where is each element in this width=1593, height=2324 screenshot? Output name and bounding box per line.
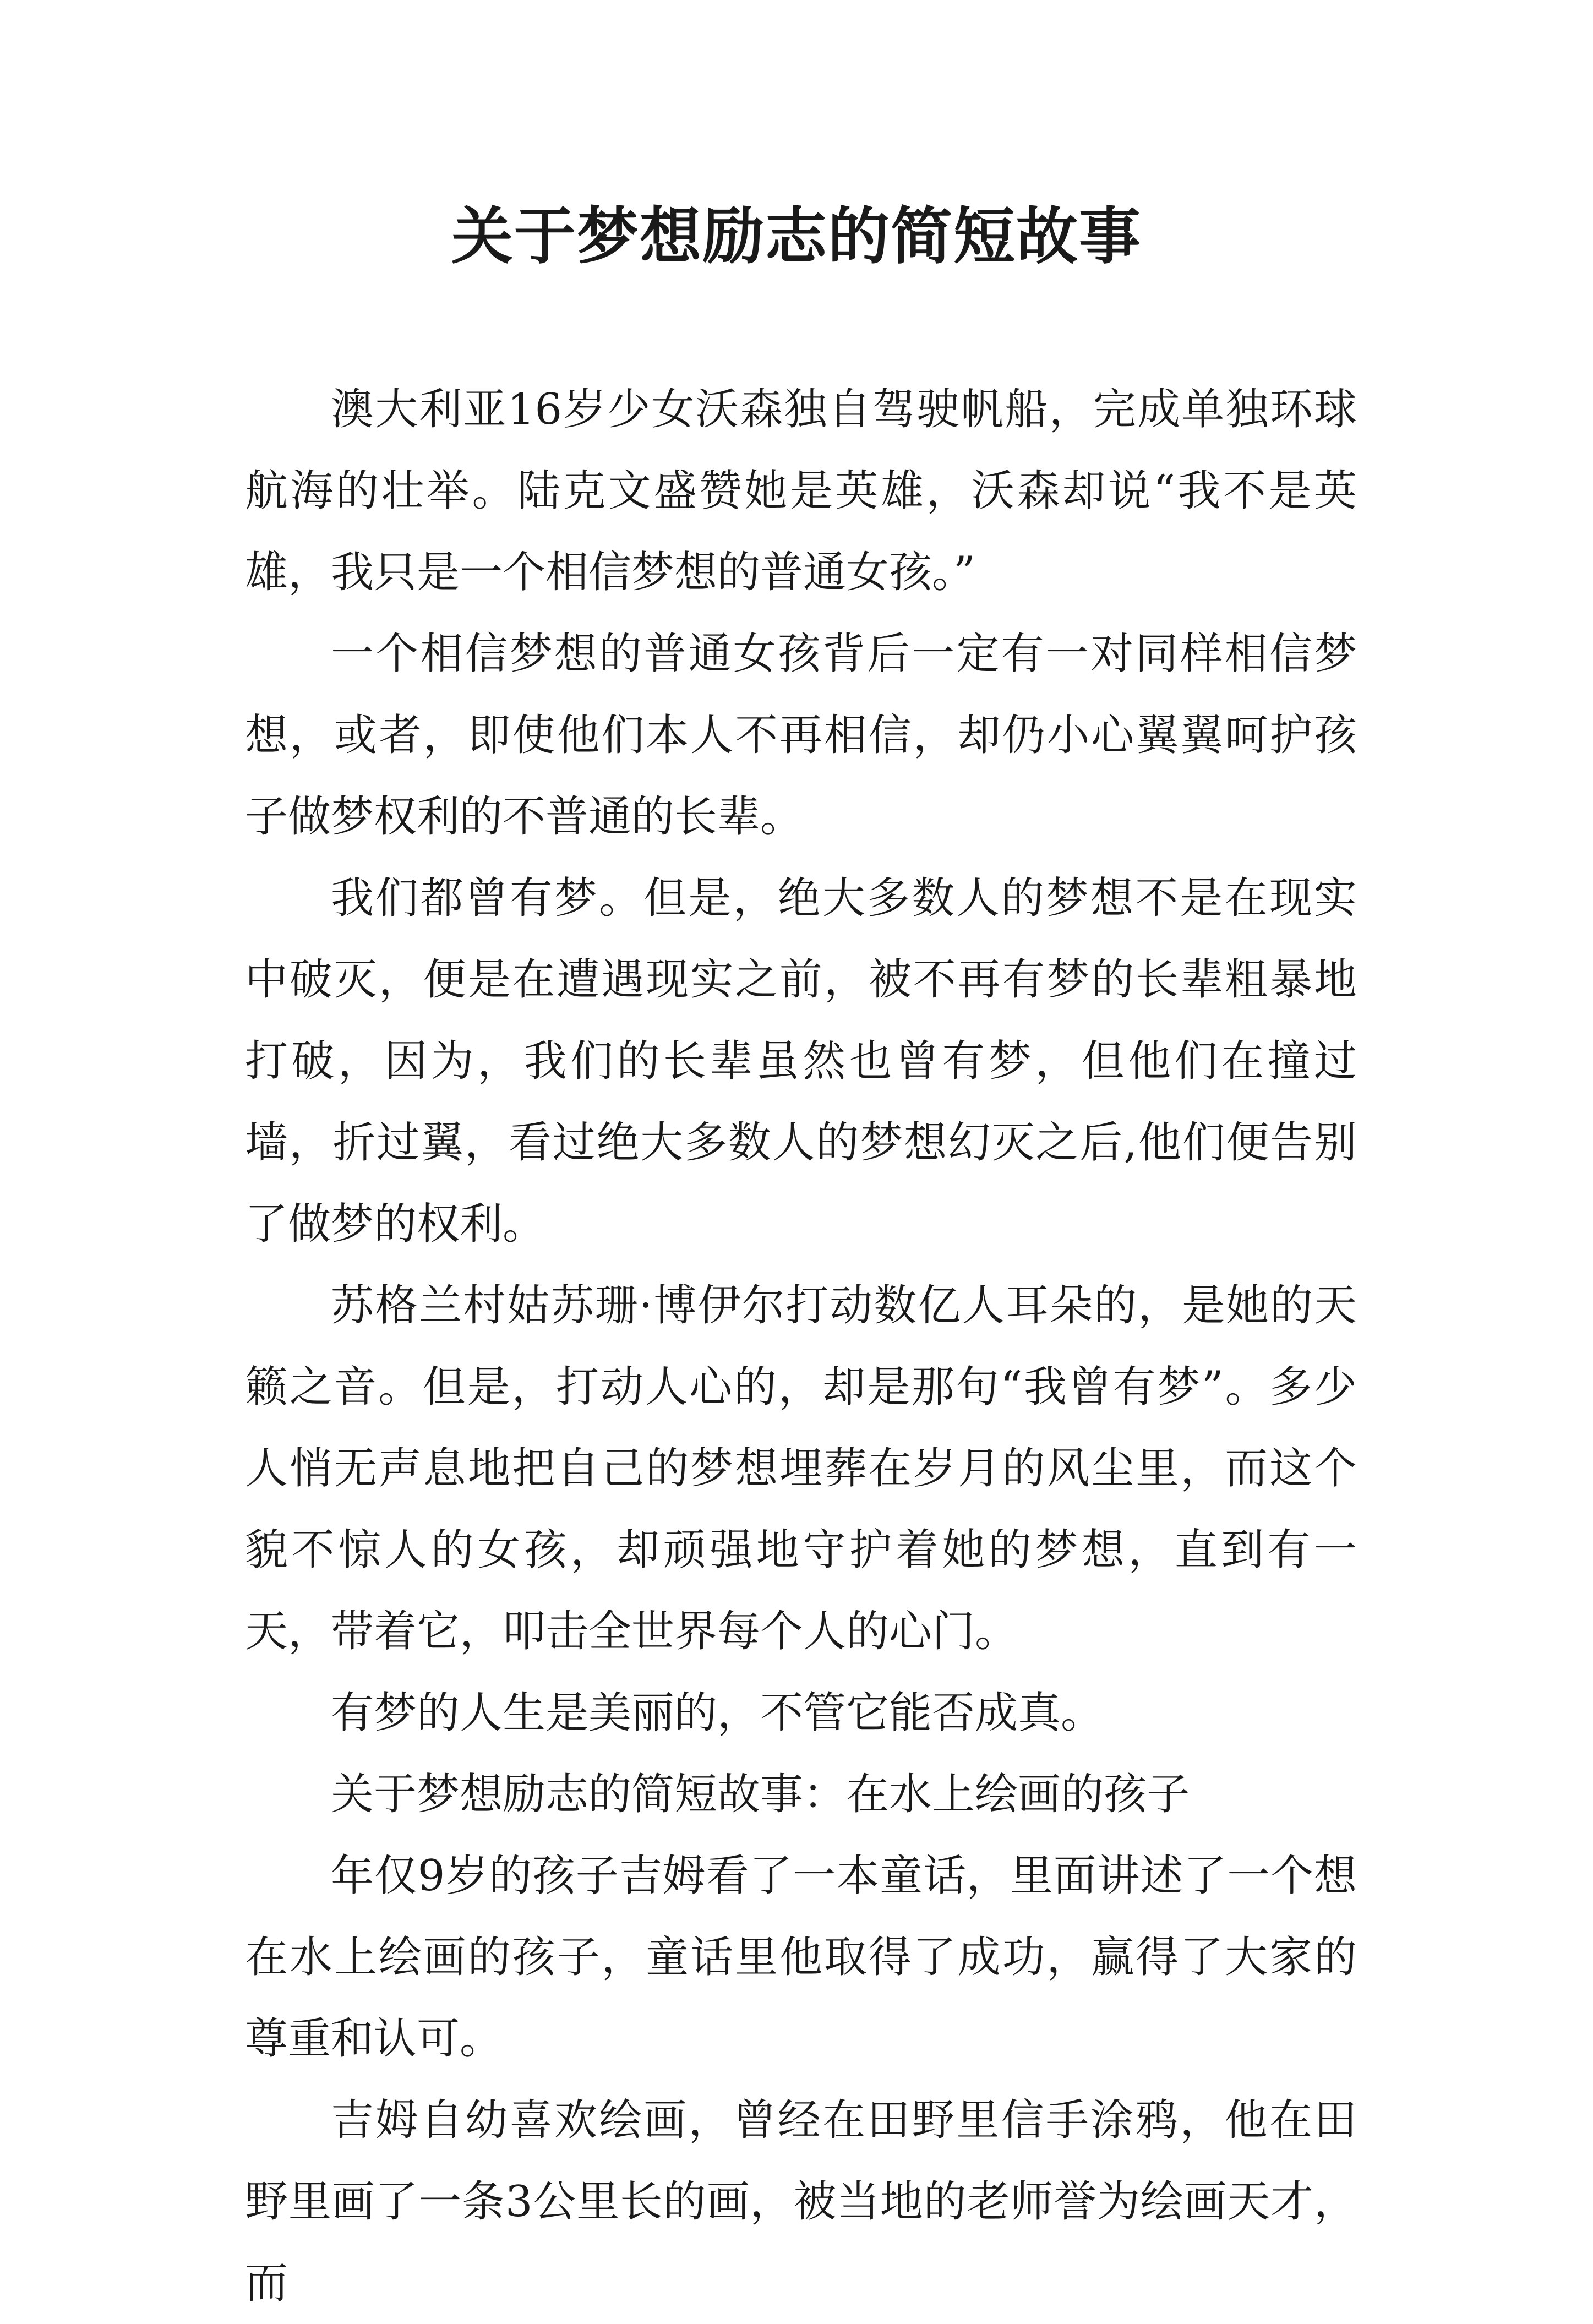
paragraph: 年仅9岁的孩子吉姆看了一本童话，里面讲述了一个想在水上绘画的孩子，童话里他取得了成功，赢得了大家的尊重和认可。 — [245, 1851, 1357, 2064]
document-title: 关于梦想励志的简短故事 — [451, 200, 1142, 272]
section-heading: 关于梦想励志的简短故事：在水上绘画的孩子 — [331, 1770, 1190, 1819]
paragraph: 苏格兰村姑苏珊·博伊尔打动数亿人耳朵的，是她的天籁之音。但是，打动人心的，却是那句“我曾有梦”。多少人悄无声息地把自己的梦想埋葬在岁月的风尘里，而这个貌不惊人的女孩，却顽强地守护着她的梦想，直到有一天，带着它，叩击全世界每个人的心门。 — [245, 1281, 1357, 1656]
paragraph: 我们都曾有梦。但是，绝大多数人的梦想不是在现实中破灭，便是在遭遇现实之前，被不再有梦的长辈粗暴地打破，因为，我们的长辈虽然也曾有梦，但他们在撞过墙，折过翼，看过绝大多数人的梦想幻灭之后,他们便告别了做梦的权利。 — [245, 874, 1357, 1249]
paragraph: 有梦的人生是美丽的，不管它能否成真。 — [331, 1688, 1104, 1738]
document-body — [245, 369, 1357, 2324]
paragraph: 吉姆自幼喜欢绘画，曾经在田野里信手涂鸦，他在田野里画了一条3公里长的画，被当地的老师誉为绘画天才，而 — [245, 2096, 1357, 2308]
paragraph: 澳大利亚16岁少女沃森独自驾驶帆船，完成单独环球航海的壮举。陆克文盛赞她是英雄，沃森却说“我不是英雄，我只是一个相信梦想的普通女孩。” — [245, 385, 1357, 597]
paragraph: 一个相信梦想的普通女孩背后一定有一对同样相信梦想，或者，即使他们本人不再相信，却仍小心翼翼呵护孩子做梦权利的不普通的长辈。 — [245, 629, 1357, 842]
